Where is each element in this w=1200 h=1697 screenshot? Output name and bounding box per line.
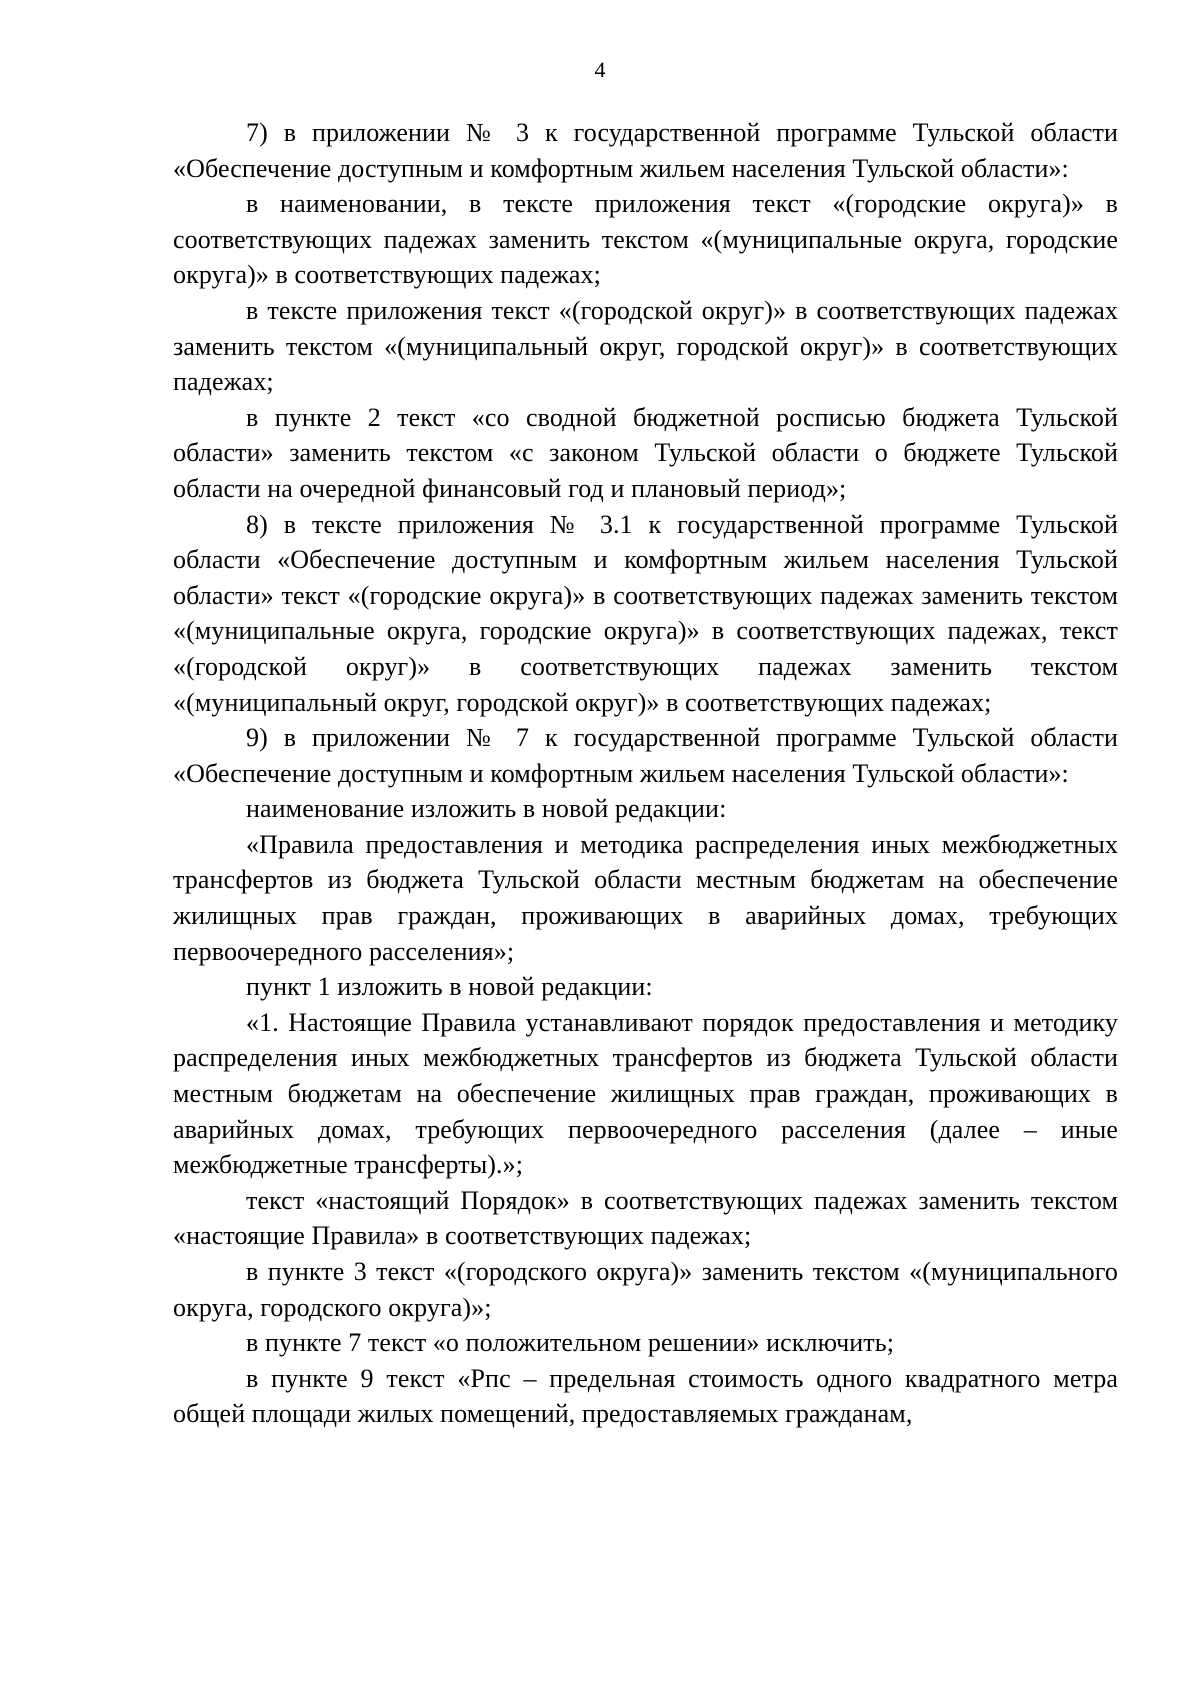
paragraph-point-9: в пункте 9 текст «Рпс – предельная стоимость одного квадратного метра общей площади жилых помещений, предоставляемых гражданам, bbox=[173, 1363, 1118, 1429]
paragraph-point-1-new-edition: пункт 1 изложить в новой редакции: bbox=[246, 972, 653, 1002]
document-body bbox=[173, 115, 1118, 1432]
page-number: 4 bbox=[594, 57, 606, 82]
paragraph-point-2: в пункте 2 текст «со сводной бюджетной росписью бюджета Тульской области» заменить текстом «с законом Тульской области о бюджете Тульской области на очередной финансовый год и плановый период»; bbox=[173, 402, 1118, 503]
paragraph-rules-title: «Правила предоставления и методика распределения иных межбюджетных трансфертов из бюджета Тульской области местным бюджетам на обеспечение жилищных прав граждан, проживающих в аварийных домах, требующих первоочередного расселения»; bbox=[173, 829, 1118, 966]
paragraph-item-7: 7) в приложении № 3 к государственной программе Тульской области «Обеспечение доступным и комфортным жильем населения Тульской области»: bbox=[173, 118, 1118, 183]
paragraph-item-8: 8) в тексте приложения № 3.1 к государственной программе Тульской области «Обеспечение доступным и комфортным жильем населения Тульской области» текст «(городские округа)» в соответствующих падежах заменить текстом «(муниципальные округа, городские округа)» в соответствующих падежах, текст «(городской округ)» в соответствующих падежах заменить текстом «(муниципальный округ, городской округ)» в соответствующих падежах; bbox=[173, 509, 1118, 717]
paragraph-rename-city-districts: в наименовании, в тексте приложения текст «(городские округа)» в соответствующих падежах заменить текстом «(муниципальные округа, городские округа)» в соответствующих падежах; bbox=[173, 189, 1118, 290]
paragraph-replace-poryadok: текст «настоящий Порядок» в соответствующих падежах заменить текстом «настоящие Правила» в соответствующих падежах; bbox=[173, 1185, 1118, 1251]
paragraph-item-9: 9) в приложении № 7 к государственной программе Тульской области «Обеспечение доступным и комфортным жильем населения Тульской области»: bbox=[173, 723, 1118, 788]
paragraph-point-3: в пункте 3 текст «(городского округа)» заменить текстом «(муниципального округа, городского округа)»; bbox=[173, 1257, 1118, 1322]
paragraph-rename-city-district: в тексте приложения текст «(городской округ)» в соответствующих падежах заменить текстом «(муниципальный округ, городской округ)» в соответствующих падежах; bbox=[173, 295, 1118, 397]
paragraph-point-7: в пункте 7 текст «о положительном решении» исключить; bbox=[246, 1328, 895, 1358]
paragraph-point-1-text: «1. Настоящие Правила устанавливают порядок предоставления и методику распределения иных межбюджетных трансфертов из бюджета Тульской области местным бюджетам на обеспечение жилищных прав граждан, проживающих в аварийных домах, требующих первоочередного расселения (далее – иные межбюджетные трансферты).»; bbox=[173, 1007, 1118, 1180]
paragraph-title-new-edition: наименование изложить в новой редакции: bbox=[246, 794, 727, 824]
